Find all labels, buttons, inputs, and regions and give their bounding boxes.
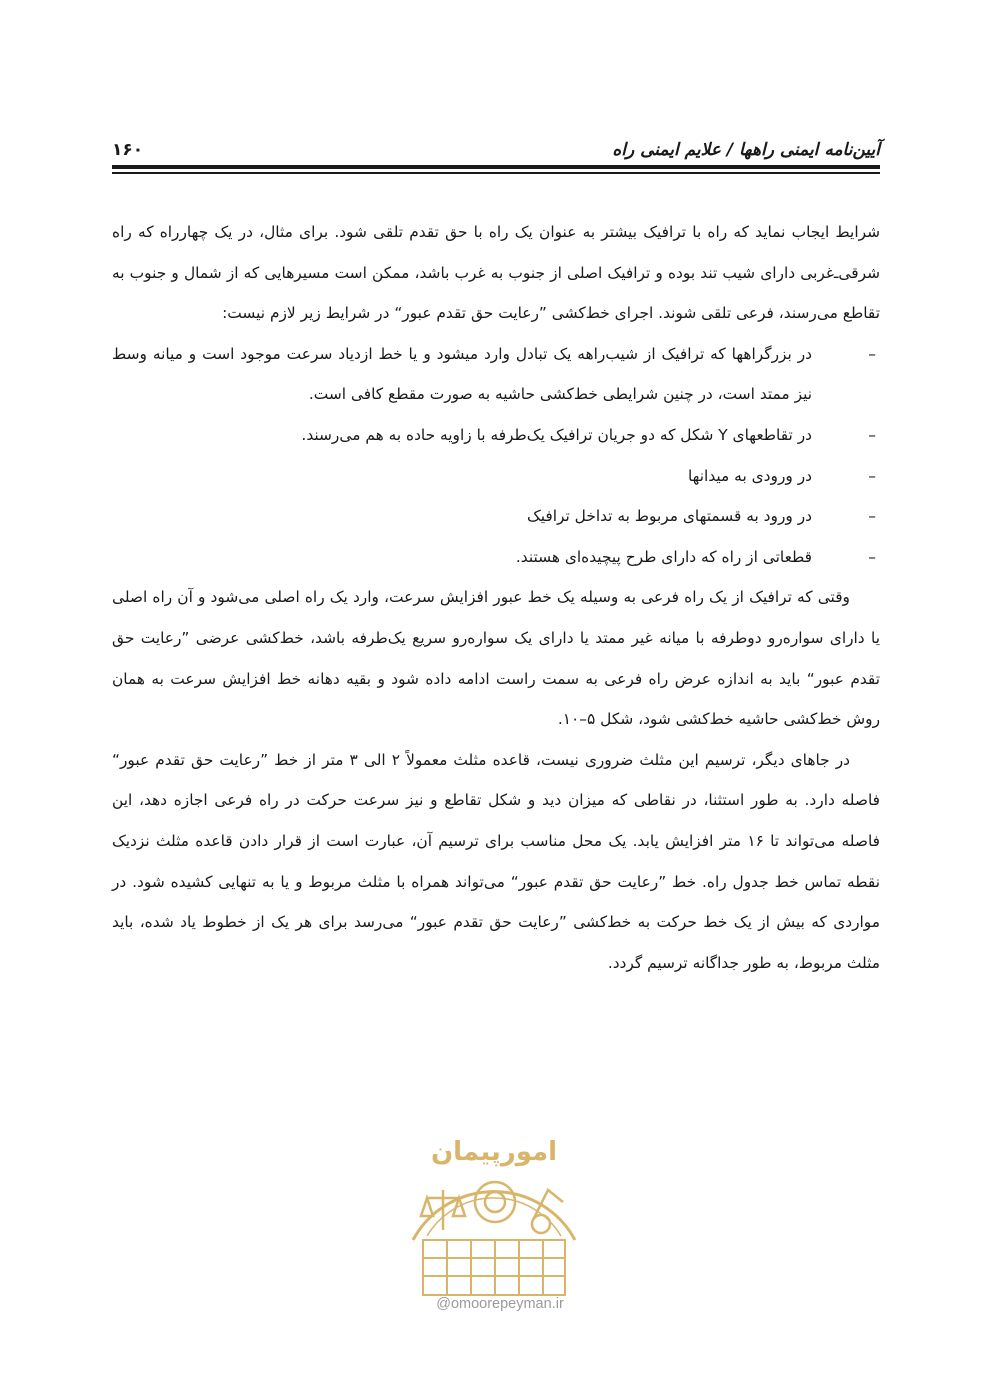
list-item-text: در ورودی به میدانها — [687, 466, 812, 485]
list-item-text: در ورود به قسمتهای مربوط به تداخل ترافیک — [526, 507, 812, 526]
body-text — [112, 212, 880, 983]
list-item-text: در بزرگراهها که ترافیک از شیب‌راهه یک تبادل وارد میشود و یا خط ازدیاد سرعت موجود است و میانه وسط نیز ممتد است، در چنین شرایطی خط‌کشی حاشیه به صورت مقطع کافی است. — [112, 344, 812, 404]
list-item — [112, 415, 880, 456]
list-item — [112, 496, 880, 537]
bullet-dash: – — [868, 344, 876, 363]
running-header — [112, 126, 880, 160]
watermark-url: @omoorepeyman.ir — [436, 1296, 564, 1312]
list-item-text: در تقاطعهای Y شکل که دو جریان ترافیک یک‌طرفه با زاویه حاده به هم می‌رسند. — [301, 425, 812, 444]
header-rule-thin — [112, 172, 880, 174]
list-item — [112, 537, 880, 578]
bullet-dash: – — [868, 507, 876, 526]
list-item — [112, 334, 880, 415]
bullet-dash: – — [868, 425, 876, 444]
running-title: آیین‌نامه ایمنی راهها / علایم ایمنی راه — [612, 140, 880, 160]
watermark-seal-icon — [383, 1090, 605, 1300]
paragraph-acceleration-lane: وقتی که ترافیک از یک راه فرعی به وسیله یک خط عبور افزایش سرعت، وارد یک راه اصلی می‌شود و آن راه اصلی یا دارای سواره‌رو دوطرفه با میانه غیر ممتد یا دارای یک سواره‌رو سریع یک‌طرفه باشد، خط‌کشی عرضی ”رعایت حق تقدم عبور“ باید به اندازه عرض راه فرعی به سمت راست ادامه داده شود و بقیه دهانه خط افزایش سرعت به همان روش خط‌کشی حاشیه خط‌کشی شود، شکل ۵–۱۰. — [112, 588, 880, 729]
exceptions-list — [112, 334, 880, 578]
list-item — [112, 456, 880, 497]
list-item-text: قطعاتی از راه که دارای طرح پیچیده‌ای هستند. — [515, 547, 812, 566]
page-number: ۱۶۰ — [112, 140, 144, 160]
paragraph-intro: شرایط ایجاب نماید که راه با ترافیک بیشتر به عنوان یک راه با حق تقدم تلقی شود. برای مثال، در یک چهارراه که راه شرقی‌ـ‌غربی دارای شیب تند بوده و ترافیک اصلی از جنوب به غرب باشد، ممکن است مسیرهایی که از شمال و جنوب به تقاطع می‌رسند، فرعی تلقی شوند. اجرای خط‌کشی ”رعایت حق تقدم عبور“ در شرایط زیر لازم نیست: — [112, 223, 880, 323]
paragraph-triangle: در جاهای دیگر، ترسیم این مثلث ضروری نیست، قاعده مثلث معمولاً ۲ الی ۳ متر از خط ”رعایت حق تقدم عبور“ فاصله دارد. به طور استثنا، در نقاطی که میزان دید و شکل تقاطع و نیز سرعت حرکت در راه فرعی اجازه دهد، این فاصله می‌تواند تا ۱۶ متر افزایش یابد. یک محل مناسب برای ترسیم آن، عبارت است از قرار دادن قاعده مثلث نزدیک نقطه تماس خط جدول راه. خط ”رعایت حق تقدم عبور“ می‌تواند همراه با مثلث مربوط و یا به تنهایی کشیده شود. در مواردی که بیش از یک خط حرکت به خط‌کشی ”رعایت حق تقدم عبور“ می‌رسد برای هر یک از خطوط یاد شده، باید مثلث مربوط، به طور جداگانه ترسیم گردد. — [112, 750, 880, 972]
header-rule-thick — [112, 165, 880, 169]
bullet-dash: – — [868, 466, 876, 485]
bullet-dash: – — [868, 547, 876, 566]
seal-text: امورپیمان — [430, 1137, 558, 1167]
